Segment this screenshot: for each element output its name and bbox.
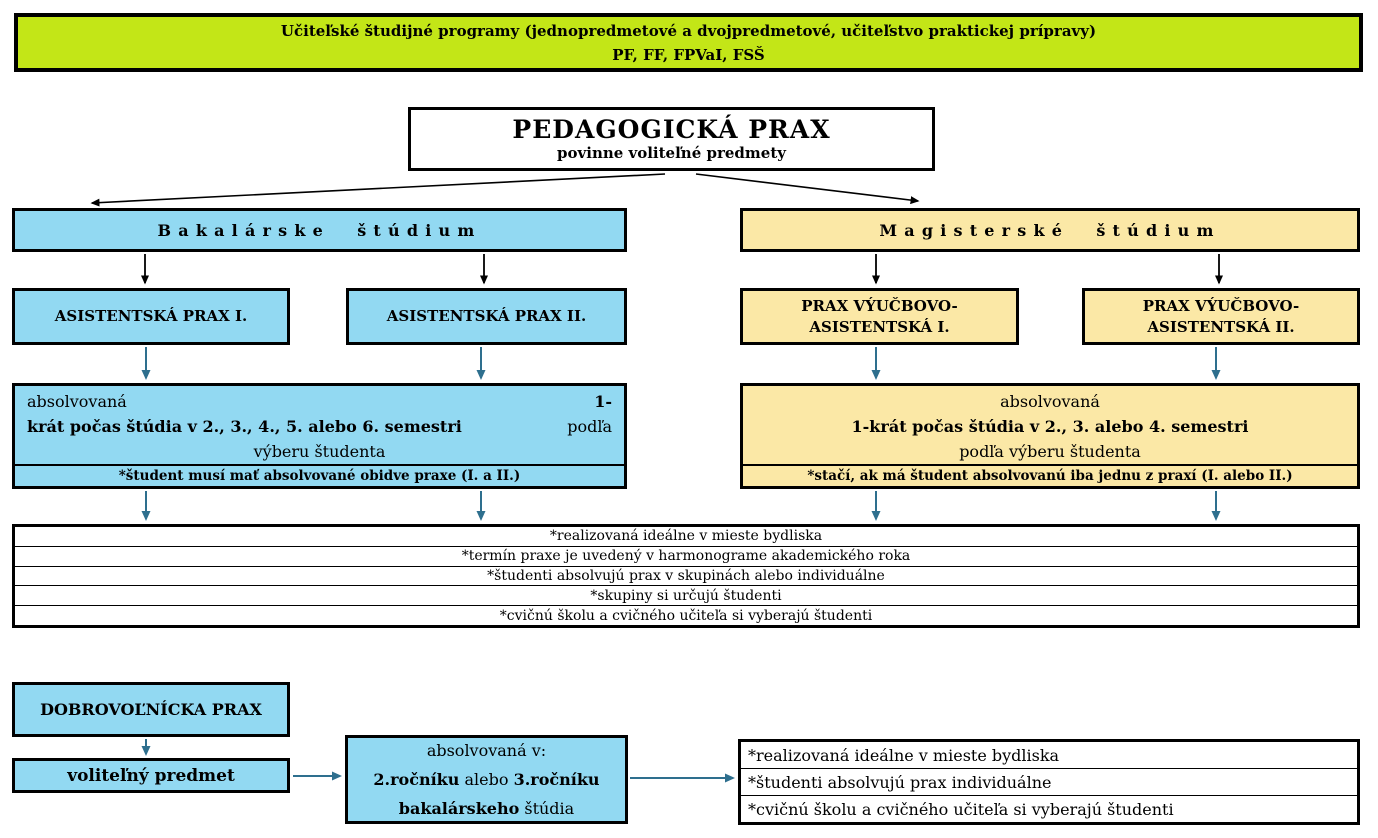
practice-box-asistentska-1 xyxy=(12,288,290,345)
when-line-3-bold: bakalárskeho xyxy=(398,799,520,818)
practice-box-vyucbovo-1 xyxy=(740,288,1019,345)
details-line: 1-krát počas štúdia v 2., 3. alebo 4. semestri xyxy=(851,417,1249,436)
root-box xyxy=(408,107,935,171)
common-note-row: *termín praxe je uvedený v harmonograme akademického roka xyxy=(15,547,1357,567)
root-subtitle: povinne voliteľné predmety xyxy=(557,144,786,162)
volunteer-note-row: *študenti absolvujú prax individuálne xyxy=(741,769,1357,796)
common-notes-box xyxy=(12,524,1360,628)
bachelor-details-note: *študent musí mať absolvované obidve praxe (I. a II.) xyxy=(15,464,624,486)
master-level-label: Magisterské štúdium xyxy=(879,220,1221,240)
when-line-2-mid: alebo xyxy=(459,770,514,789)
volunteer-practice-box xyxy=(12,682,290,737)
volunteer-when-box xyxy=(345,735,628,824)
when-line-2 xyxy=(373,765,599,794)
when-line-2-bold-b: 3.ročníku xyxy=(513,770,600,789)
details-line: absolvovaná xyxy=(1000,392,1100,411)
bachelor-details-box xyxy=(12,383,627,489)
practice-label: ASISTENTSKÁ PRAX II. xyxy=(386,307,587,325)
volunteer-note-row: *realizovaná ideálne v mieste bydliska xyxy=(741,742,1357,769)
details-line: 1- xyxy=(594,392,612,411)
practice-label: PRAX VÝUČBOVO-ASISTENTSKÁ II. xyxy=(1142,296,1300,336)
master-details-text xyxy=(743,386,1357,464)
practice-label: PRAX VÝUČBOVO-ASISTENTSKÁ I. xyxy=(801,296,958,336)
details-line: krát počas štúdia v 2., 3., 4., 5. alebo 6. semestri xyxy=(27,417,462,436)
volunteer-practice-label: DOBROVOĽNÍCKA PRAX xyxy=(40,700,262,719)
header-line-2: PF, FF, FPVaI, FSŠ xyxy=(612,45,765,64)
details-line: podľa výberu študenta xyxy=(959,442,1141,461)
when-line-2-bold-a: 2.ročníku xyxy=(373,770,460,789)
details-line: výberu študenta xyxy=(253,442,386,461)
common-note-row: *skupiny si určujú študenti xyxy=(15,586,1357,606)
bachelor-level-label: Bakalárske štúdium xyxy=(157,220,482,240)
optional-subject-box xyxy=(12,758,290,793)
practice-box-vyucbovo-2 xyxy=(1082,288,1360,345)
header-line-1: Učiteľské študijné programy (jednopredmetové a dvojpredmetové, učiteľstvo praktickej prípravy) xyxy=(280,21,1097,40)
optional-subject-label: voliteľný predmet xyxy=(67,765,235,786)
root-title: PEDAGOGICKÁ PRAX xyxy=(512,115,831,144)
volunteer-note-row: *cvičnú školu a cvičného učiteľa si vyberajú študenti xyxy=(748,799,1174,819)
master-details-note: *stačí, ak má študent absolvovanú iba jednu z praxí (I. alebo II.) xyxy=(743,464,1357,486)
common-note-row: *realizovaná ideálne v mieste bydliska xyxy=(15,527,1357,547)
master-level-box xyxy=(740,208,1360,252)
arrow-root-to-bachelor xyxy=(92,174,665,203)
details-line: absolvovaná xyxy=(27,392,127,411)
when-line-1: absolvovaná v: xyxy=(426,741,547,760)
common-note-row: *cvičnú školu a cvičného učiteľa si vyberajú študenti xyxy=(499,607,873,624)
practice-box-asistentska-2 xyxy=(346,288,627,345)
bachelor-details-text xyxy=(15,386,624,464)
common-note-row: *študenti absolvujú prax v skupinách alebo individuálne xyxy=(15,567,1357,587)
volunteer-notes-box xyxy=(738,739,1360,825)
practice-label: ASISTENTSKÁ PRAX I. xyxy=(54,307,248,325)
bachelor-level-box xyxy=(12,208,627,252)
arrow-root-to-master xyxy=(696,174,918,201)
when-line-3 xyxy=(399,794,574,823)
when-line-3-rest: štúdia xyxy=(519,799,575,818)
details-line: podľa xyxy=(567,417,612,436)
master-details-box xyxy=(740,383,1360,489)
header-banner xyxy=(14,13,1363,72)
